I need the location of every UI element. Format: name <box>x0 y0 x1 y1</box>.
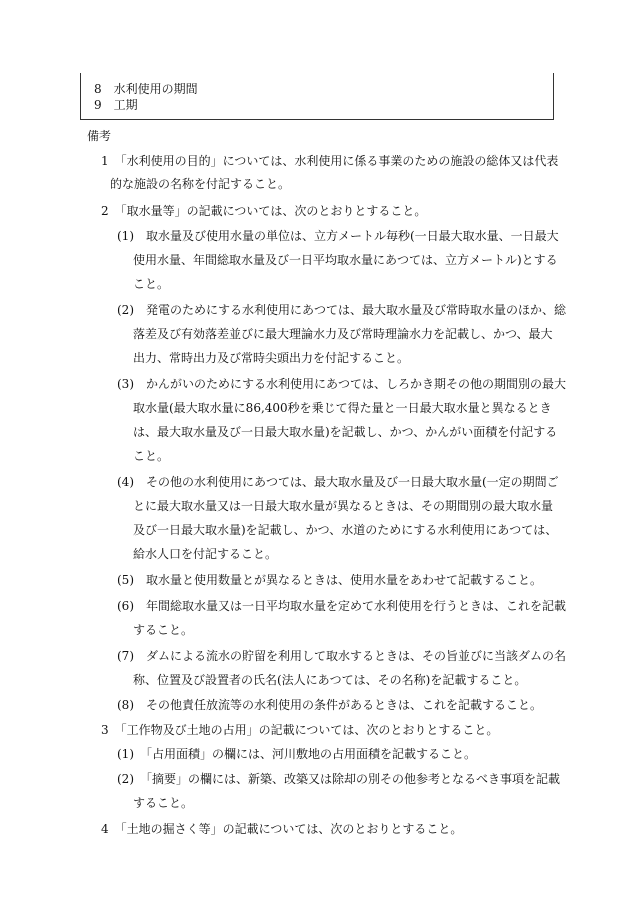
remark-line: 的な施設の名称を付記すること。 <box>110 177 291 191</box>
item-period: 8 水利使用の期間 <box>94 82 198 96</box>
remark-line: 取水量(最大取水量に86,400秒を乗じて得た量と一日最大取水量と異なるとき <box>133 401 552 415</box>
remark-line: 1 「水利使用の目的」については、水利使用に係る事業のための施設の総体又は代表 <box>101 154 559 168</box>
remark-line: 4 「土地の掘さく等」の記載については、次のとおりとすること。 <box>101 822 463 836</box>
remark-line: 給水人口を付記すること。 <box>133 547 278 561</box>
remark-line: (7) ダムによる流水の貯留を利用して取水するときは、その旨並びに当該ダムの名 <box>117 649 567 663</box>
remark-line: は、最大取水量及び一日最大取水量)を記載し、かつ、かんがい面積を付記する <box>133 425 558 439</box>
remark-line: (5) 取水量と使用数量とが異なるときは、使用水量をあわせて記載すること。 <box>117 573 543 587</box>
remark-line: 出力、常時出力及び常時尖頭出力を付記すること。 <box>133 351 410 365</box>
remarks-heading: 備考 <box>87 129 112 143</box>
remark-line: (8) その他責任放流等の水利使用の条件があるときは、これを記載すること。 <box>117 698 543 712</box>
remark-line: とに最大取水量又は一日最大取水量が異なるときは、その期間別の最大取水量 <box>133 499 554 513</box>
remark-line: (6) 年間総取水量又は一日平均取水量を定めて水利使用を行うときは、これを記載 <box>117 599 567 613</box>
remark-line: 使用水量、年間総取水量及び一日平均取水量にあつては、立方メートル)とする <box>133 253 558 267</box>
form-table-bottom <box>80 73 554 120</box>
remark-line: 落差及び有効落差並びに最大理論水力及び常時理論水力を記載し、かつ、最大 <box>133 327 553 341</box>
remark-line: (4) その他の水利使用にあつては、最大取水量及び一日最大取水量(一定の期間ご <box>117 475 559 489</box>
remark-line: 2 「取水量等」の記載については、次のとおりとすること。 <box>101 204 427 218</box>
remark-line: (2) 「摘要」の欄には、新築、改築又は除却の別その他参考となるべき事項を記載 <box>117 772 561 786</box>
remark-line: (3) かんがいのためにする水利使用にあつては、しろかき期その他の期間別の最大 <box>117 377 567 391</box>
remark-line: すること。 <box>133 796 194 810</box>
remark-line: すること。 <box>133 623 194 637</box>
remark-line: (1) 取水量及び使用水量の単位は、立方メートル毎秒(一日最大取水量、一日最大 <box>117 229 559 243</box>
item-construction-period: 9 工期 <box>94 98 138 112</box>
remark-line: こと。 <box>133 449 170 463</box>
remark-line: 称、位置及び設置者の氏名(法人にあつては、その名称)を記載すること。 <box>133 673 527 687</box>
remark-line: 3 「工作物及び土地の占用」の記載については、次のとおりとすること。 <box>101 723 499 737</box>
remark-line: 及び一日最大取水量)を記載し、かつ、水道のためにする水利使用にあつては、 <box>133 523 558 537</box>
remark-line: こと。 <box>133 277 170 291</box>
remark-line: (1) 「占用面積」の欄には、河川敷地の占用面積を記載すること。 <box>117 747 477 761</box>
remark-line: (2) 発電のためにする水利使用にあつては、最大取水量及び常時取水量のほか、総 <box>117 303 567 317</box>
